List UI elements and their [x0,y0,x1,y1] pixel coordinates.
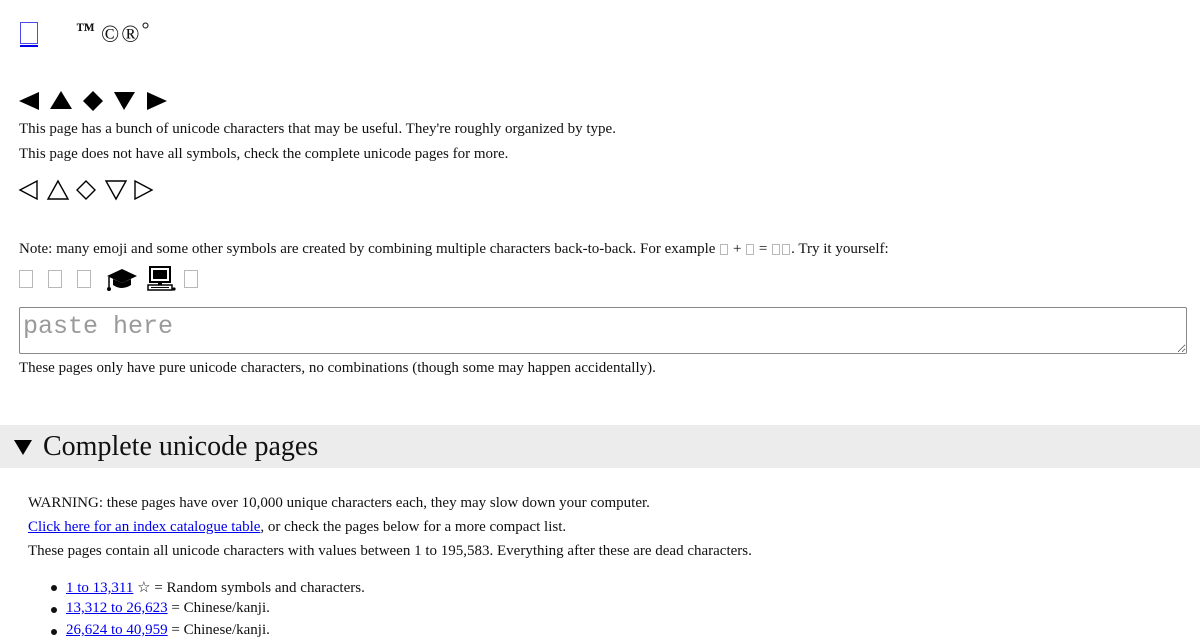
note-text: Note: many emoji and some other symbols are created by combining multiple characters back-to-back. For example [19,241,716,257]
missing-glyph-icon [48,270,62,288]
right-triangle-icon [147,92,167,110]
pure-characters-note: These pages only have pure unicode characters, no combinations (though some may happen accidentally). [19,360,656,376]
complete-pages-toggle[interactable] [0,425,1200,468]
intro-text: This page has a bunch of unicode characters that may be useful. They're roughly organized by type. [19,121,616,137]
star-icon: ☆ [137,580,151,596]
diamond-outline-icon [77,181,95,199]
home-link[interactable] [20,22,38,44]
intro-text-more: This page does not have all symbols, check the complete unicode pages for more. [19,146,509,162]
up-triangle-outline-icon [48,181,68,199]
degree-symbol: ° [141,19,152,41]
unicode-page-list [28,578,365,644]
filled-shapes-row [18,89,170,113]
missing-glyph-icon [772,244,780,255]
page-link[interactable]: 1 to 13,311 [66,580,134,596]
right-triangle-outline-icon [135,181,152,199]
left-triangle-icon [19,92,39,110]
list-item [28,600,365,620]
missing-glyph-icon [19,270,33,288]
diamond-icon [83,91,103,111]
down-triangle-icon [114,92,135,110]
graduation-cap-icon [106,265,138,293]
plus-sign: + [732,241,742,257]
missing-glyph-icon [184,270,198,288]
page-description: = Chinese/kanji. [167,622,270,638]
combination-note [19,241,889,258]
combination-examples [19,264,213,294]
list-item [28,622,365,642]
index-line [28,519,566,536]
page-description: = Random symbols and characters. [150,580,365,596]
symbol-samples [76,19,151,49]
copyright-symbol: © [101,22,122,48]
page-link[interactable]: 13,312 to 26,623 [66,600,168,616]
missing-glyph-icon [77,270,91,288]
range-text: These pages contain all unicode characters with values between 1 to 195,583. Everything after these are dead characters. [28,543,752,559]
index-suffix: , or check the pages below for a more compact list. [260,519,567,535]
registered-symbol: ® [121,22,142,48]
section-title: Complete unicode pages [43,430,319,462]
note-text-end: . Try it yourself: [791,241,889,257]
trademark-symbol: ™ [76,20,97,41]
page-link[interactable]: 26,624 to 40,959 [66,622,168,638]
down-triangle-outline-icon [106,181,126,199]
equals-sign: = [758,241,768,257]
computer-icon [146,265,176,293]
missing-glyph-icon [746,244,754,255]
collapse-triangle-icon [13,438,33,456]
index-catalogue-link[interactable]: Click here for an index catalogue table [28,519,261,535]
left-triangle-outline-icon [20,181,37,199]
up-triangle-icon [50,91,72,109]
paste-input[interactable] [19,307,1187,354]
outline-shapes-row [18,178,158,202]
missing-glyph-icon [782,244,790,255]
page-description: = Chinese/kanji. [167,600,270,616]
warning-text: WARNING: these pages have over 10,000 unique characters each, they may slow down your computer. [28,495,650,511]
list-item [28,578,365,598]
missing-glyph-icon [20,22,38,44]
missing-glyph-icon [720,244,728,255]
